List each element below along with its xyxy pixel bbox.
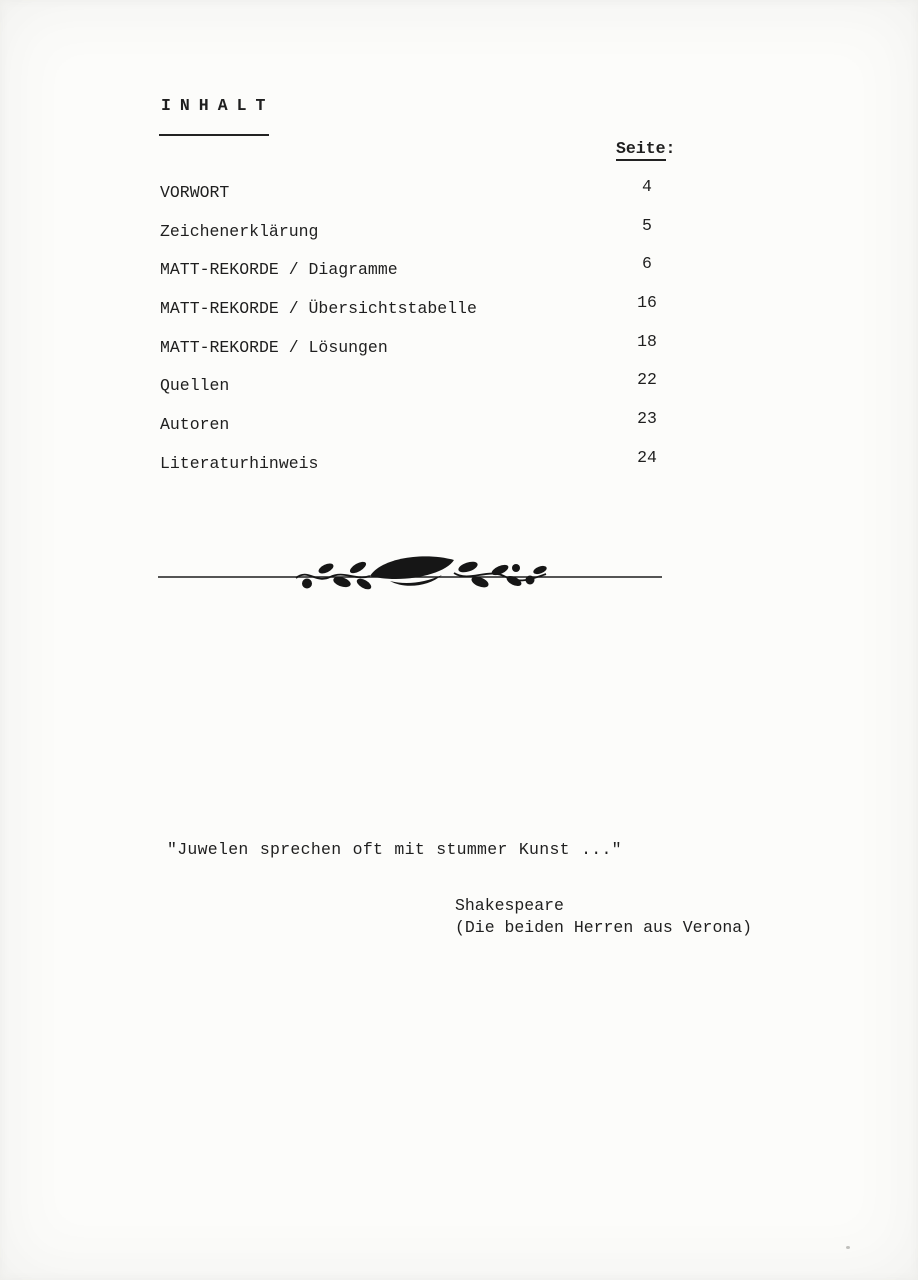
toc-row-quellen	[160, 370, 678, 415]
toc-row-matt-rekorde-loesungen	[160, 331, 678, 377]
toc-entry-page: 5	[642, 215, 652, 235]
toc-row-matt-rekorde-diagramme	[160, 254, 678, 299]
toc-entry-label: Quellen	[160, 376, 230, 396]
toc-entry-label: Autoren	[160, 415, 230, 435]
toc-entry-page: 4	[642, 177, 652, 196]
page-column-header-word: Seite	[616, 139, 666, 161]
quote-text: "Juwelen sprechen oft mit stummer Kunst ..."	[167, 840, 622, 859]
table-of-contents	[160, 177, 678, 493]
toc-entry-page: 23	[637, 409, 657, 429]
toc-row-literaturhinweis	[160, 447, 678, 493]
toc-entry-page: 22	[637, 370, 657, 390]
floral-divider-ornament-icon	[158, 551, 662, 601]
toc-entry-label: Zeichenerklärung	[160, 221, 319, 241]
toc-row-zeichenerklaerung	[160, 215, 678, 261]
toc-row-autoren	[160, 409, 678, 454]
page-column-header-colon: :	[665, 139, 676, 158]
toc-entry-label: MATT-REKORDE / Übersichtstabelle	[160, 299, 477, 319]
toc-entry-page: 24	[637, 447, 657, 467]
toc-entry-page: 16	[637, 293, 657, 313]
toc-entry-label: Literaturhinweis	[160, 453, 319, 473]
toc-entry-label: MATT-REKORDE / Diagramme	[160, 260, 398, 280]
toc-entry-label: MATT-REKORDE / Lösungen	[160, 337, 388, 357]
quote-author: Shakespeare	[455, 896, 564, 915]
quote-attribution	[455, 895, 752, 938]
toc-row-matt-rekorde-uebersichtstabelle	[160, 293, 678, 338]
toc-entry-label: VORWORT	[160, 183, 230, 202]
page-column-header	[616, 139, 675, 158]
toc-entry-page: 18	[637, 331, 657, 351]
page-title: INHALT	[161, 96, 275, 115]
quote-work: (Die beiden Herren aus Verona)	[455, 917, 753, 937]
toc-entry-page: 6	[642, 254, 652, 274]
scan-artifact-speck	[846, 1246, 850, 1249]
toc-row-vorwort	[160, 177, 678, 222]
title-underline-rule	[159, 134, 269, 136]
